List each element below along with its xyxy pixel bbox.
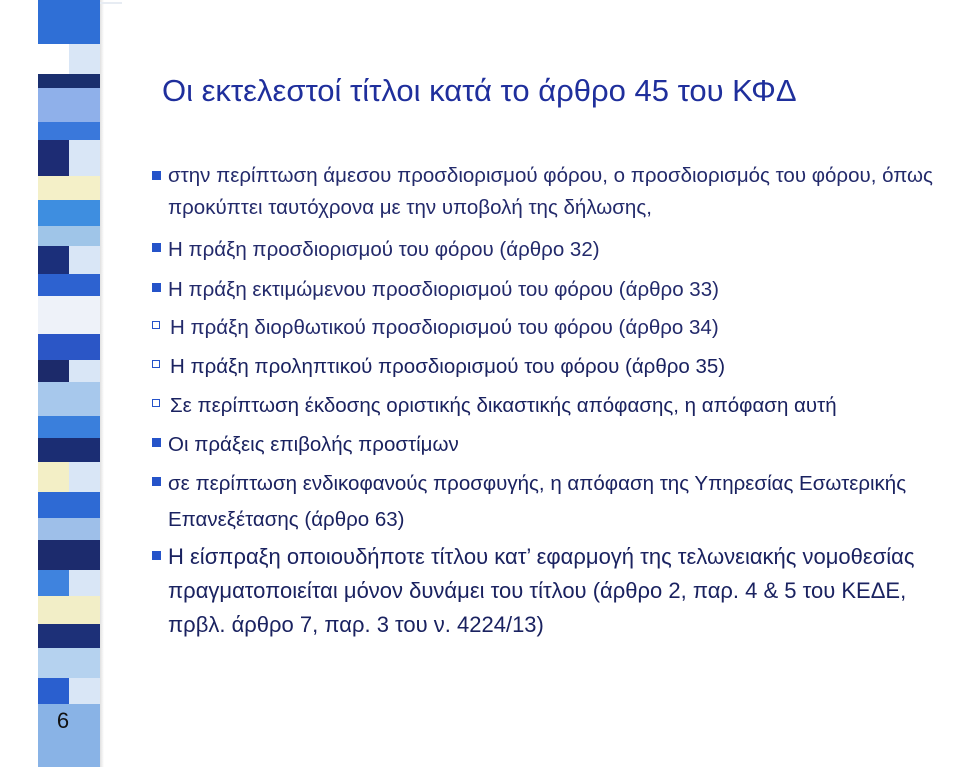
bullet-item xyxy=(152,388,958,424)
slide-title: Οι εκτελεστοί τίτλοι κατά το άρθρο 45 του ΚΦΔ xyxy=(162,73,797,108)
bullet-text: Σε περίπτωση έκδοσης οριστικής δικαστικής απόφασης, η απόφαση αυτή xyxy=(170,394,837,417)
filled-square-icon xyxy=(152,551,161,560)
bullet-text: Η είσπραξη οποιουδήποτε τίτλου κατ’ εφαρμογή της τελωνειακής νομοθεσίας πραγματοποιείται μόνον δυνάμει του τίτλου (άρθρο 2, παρ. 4 & 5 του ΚΕΔΕ, πρβλ. άρθρο 7, παρ. 3 του ν. 4224/13) xyxy=(168,544,915,637)
filled-square-icon xyxy=(152,243,161,252)
bullet-text: Η πράξη διορθωτικού προσδιορισμού του φόρου (άρθρο 34) xyxy=(170,316,719,339)
stripe-block xyxy=(38,492,100,518)
bullet-text: στην περίπτωση άμεσου προσδιορισμού φόρου, ο προσδιορισμός του φόρου, όπως προκύπτει ταυτόχρονα με την υποβολή της δήλωσης, xyxy=(168,164,933,219)
bullet-item xyxy=(152,349,958,385)
stripe-block xyxy=(38,438,100,462)
bullet-text: Οι πράξεις επιβολής προστίμων xyxy=(168,433,459,456)
bullet-text: Η πράξη προληπτικού προσδιορισμού του φόρου (άρθρο 35) xyxy=(170,355,726,378)
bullet-item xyxy=(152,310,958,346)
bullet-text: σε περίπτωση ενδικοφανούς προσφυγής, η απόφαση της Υπηρεσίας Εσωτερικής Επανεξέτασης (άρθρο 63) xyxy=(168,472,907,531)
stripe-block xyxy=(38,540,100,570)
top-divider xyxy=(100,2,122,4)
bullet-text: Η πράξη εκτιμώμενου προσδιορισμού του φόρου (άρθρο 33) xyxy=(168,278,719,301)
stripe-block xyxy=(38,596,100,624)
bullet-item xyxy=(152,466,958,538)
filled-square-icon xyxy=(152,283,161,292)
stripe-block xyxy=(38,200,100,226)
filled-square-icon xyxy=(152,171,161,180)
hollow-square-icon xyxy=(152,321,160,329)
stripe-block xyxy=(69,140,100,176)
hollow-square-icon xyxy=(152,399,160,407)
hollow-square-icon xyxy=(152,360,160,368)
stripe-block xyxy=(38,74,100,88)
stripe-block xyxy=(38,0,100,44)
stripe-block xyxy=(69,44,100,74)
stripe-block xyxy=(38,518,100,540)
stripe-block xyxy=(38,382,100,416)
bullet-text: Η πράξη προσδιορισμού του φόρου (άρθρο 32) xyxy=(168,238,600,261)
stripe-block xyxy=(38,624,100,648)
bullet-item xyxy=(152,160,958,224)
stripe-block xyxy=(38,88,100,122)
bullet-item xyxy=(152,540,958,642)
stripe-block xyxy=(38,296,100,334)
stripe-block xyxy=(38,122,100,140)
stripe-shadow xyxy=(100,0,104,767)
stripe-block xyxy=(38,176,100,200)
stripe-block xyxy=(69,570,100,596)
stripe-block xyxy=(69,678,100,704)
bullet-list xyxy=(152,160,958,642)
stripe-block xyxy=(38,274,100,296)
bullet-item xyxy=(152,272,958,308)
stripe-block xyxy=(38,648,100,678)
stripe-block xyxy=(38,416,100,438)
filled-square-icon xyxy=(152,477,161,486)
slide-number: 6 xyxy=(56,708,70,733)
stripe-block xyxy=(69,246,100,274)
filled-square-icon xyxy=(152,438,161,447)
bullet-item xyxy=(152,427,958,463)
stripe-block xyxy=(69,360,100,382)
stripe-block xyxy=(38,334,100,360)
stripe-block xyxy=(69,462,100,492)
bullet-item xyxy=(152,232,958,268)
decorative-side-stripe xyxy=(38,0,100,767)
stripe-block xyxy=(38,226,100,246)
